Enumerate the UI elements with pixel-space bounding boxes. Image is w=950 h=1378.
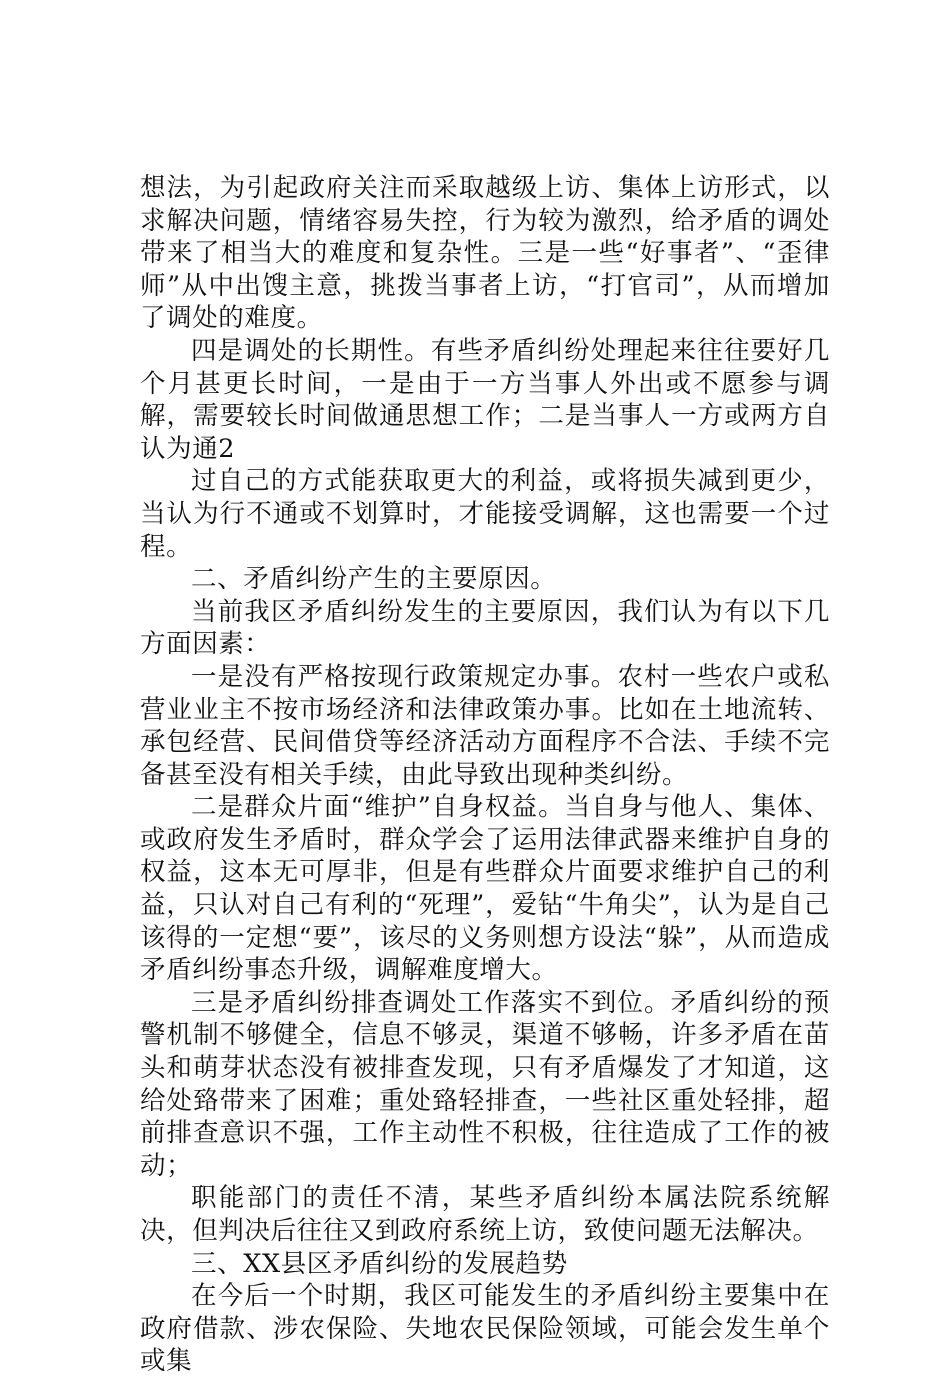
paragraph-2: 四是调处的长期性。有些矛盾纠纷处理起来往往要好几个月甚更长时间，一是由于一方当事人外出或不愿参与调解，需要较长时间做通思想工作；二是当事人一方或两方自认为通2	[140, 335, 830, 464]
paragraph-5: 当前我区矛盾纠纷发生的主要原因，我们认为有以下几方面因素：	[140, 596, 830, 660]
paragraph-11: 在今后一个时期，我区可能发生的矛盾纠纷主要集中在政府借款、涉农保险、失地农民保险领域，可能会发生单个或集	[140, 1281, 830, 1377]
paragraph-6: 一是没有严格按现行政策规定办事。农村一些农户或私营业业主不按市场经济和法律政策办事。比如在土地流转、承包经营、民间借贷等经济活动方面程序不合法、手续不完备甚至没有相关手续，由此导致出现种类纠纷。	[140, 661, 830, 790]
paragraph-9: 职能部门的责任不清，某些矛盾纠纷本属法院系统解决，但判决后往往又到政府系统上访，致使问题无法解决。	[140, 1183, 830, 1246]
document-body	[140, 172, 830, 1378]
paragraph-3: 过自己的方式能获取更大的利益，或将损失减到更少，当认为行不通或不划算时，才能接受调解，这也需要一个过程。	[140, 466, 830, 562]
section-heading-2: 二、矛盾纠纷产生的主要原因。	[191, 564, 557, 595]
section-heading-3: 三、XX县区矛盾纠纷的发展趋势	[191, 1248, 568, 1279]
paragraph-8: 三是矛盾纠纷排查调处工作落实不到位。矛盾纠纷的预警机制不够健全，信息不够灵，渠道不够畅，许多矛盾在苗头和萌芽状态没有被排查发现，只有矛盾爆发了才知道，这给处臵带来了困难；重处臵轻排查，一些社区重处轻排，超前排查意识不强，工作主动性不积极，往往造成了工作的被动；	[140, 987, 830, 1181]
paragraph-1: 想法，为引起政府关注而采取越级上访、集体上访形式，以求解决问题，情绪容易失控，行为较为激烈，给矛盾的调处带来了相当大的难度和复杂性。三是一些“好事者”、“歪律师”从中出馊主意，挑拨当事者上访，“打官司”，从而增加了调处的难度。	[140, 173, 830, 334]
paragraph-7: 二是群众片面“维护”自身权益。当自身与他人、集体、或政府发生矛盾时，群众学会了运用法律武器来维护自身的权益，这本无可厚非，但是有些群众片面要求维护自己的利益，只认对自己有利的“死理”，爱钻“牛角尖”，认为是自己该得的一定想“要”，该尽的义务则想方设法“躲”，从而造成矛盾纠纷事态升级，调解难度增大。	[140, 792, 830, 986]
